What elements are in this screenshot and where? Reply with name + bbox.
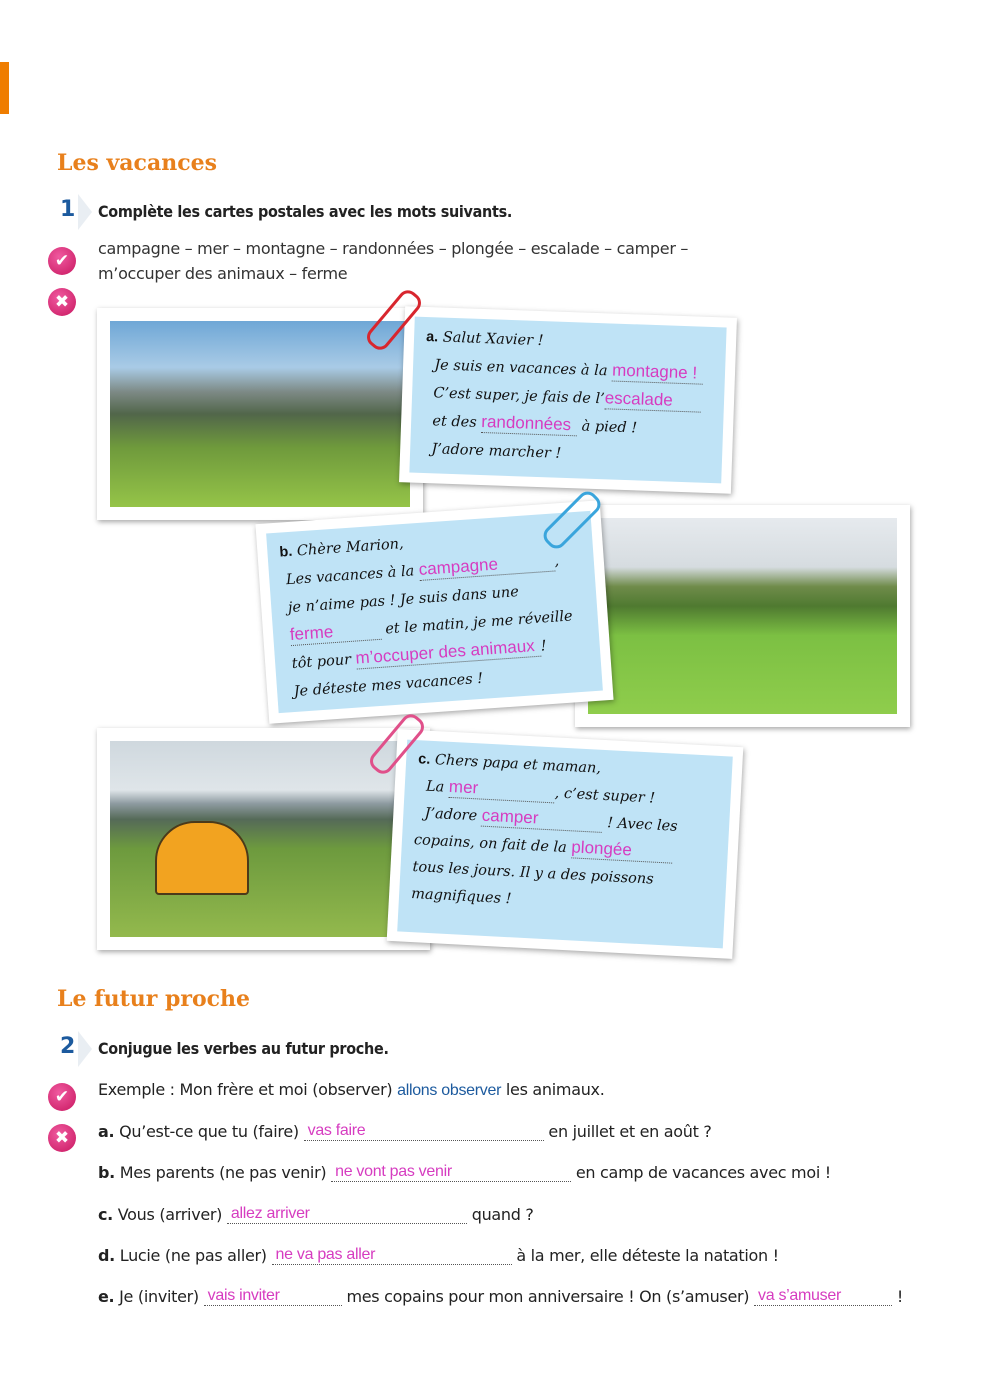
answer-blank[interactable]: campagne: [418, 551, 555, 581]
postcard-text: , c’est super !: [554, 785, 656, 807]
postcard-text: C’est super, je fais de l’: [433, 385, 606, 408]
example-answer: allons observer: [397, 1082, 502, 1099]
answer-blank[interactable]: montagne !: [612, 361, 704, 385]
postcard-text: La: [425, 778, 445, 796]
item-text: quand ?: [471, 1205, 534, 1224]
section-tab-marker: [0, 62, 9, 114]
item-text: mes copains pour mon anniversaire ! On (s’amuser): [346, 1287, 750, 1306]
answer-blank[interactable]: vais inviter: [204, 1287, 342, 1306]
photo-horses-farm: [575, 505, 910, 727]
postcard-text: Je déteste mes vacances !: [293, 670, 484, 700]
exercise-item-d: [98, 1246, 779, 1265]
postcard-text: Les vacances à la: [285, 563, 415, 589]
item-text: Vous (arriver): [117, 1205, 223, 1224]
postcard-text: !: [540, 638, 548, 655]
answer-blank[interactable]: ferme: [289, 619, 381, 646]
postcard-text: et des: [432, 413, 477, 431]
item-text: Mes parents (ne pas venir): [119, 1163, 327, 1182]
exercise-item-b: [98, 1163, 831, 1182]
postcard-text: tous les jours. Il y a des poissons: [412, 859, 655, 888]
item-text: à la mer, elle déteste la natation !: [516, 1246, 779, 1265]
answer-blank[interactable]: ne va pas aller: [272, 1246, 512, 1265]
postcard-c: [387, 729, 744, 959]
exercise-2-instruction: Conjugue les verbes au futur proche.: [98, 1039, 389, 1058]
item-text: en juillet et en août ?: [548, 1122, 712, 1141]
postcard-text: J’adore marcher !: [431, 441, 562, 462]
answer-blank[interactable]: va s’amuser: [754, 1287, 892, 1306]
postcard-text: je n’aime pas ! Je suis dans une: [287, 584, 520, 617]
postcard-label: a.: [425, 329, 439, 346]
postcard-text: ,: [553, 553, 560, 570]
item-label: c.: [98, 1205, 113, 1224]
exercise-number-1: 1: [50, 194, 90, 230]
postcard-text: Chère Marion,: [296, 536, 405, 560]
postcard-text: Je suis en vacances à la: [434, 357, 608, 380]
check-icon[interactable]: ✔: [48, 247, 76, 275]
item-text: Lucie (ne pas aller): [119, 1246, 267, 1265]
cross-icon[interactable]: ✖: [48, 1124, 76, 1152]
postcard-text: Salut Xavier !: [442, 329, 544, 350]
item-text: Qu’est-ce que tu (faire): [119, 1122, 299, 1141]
postcard-a: [399, 306, 737, 493]
example-text: les animaux.: [505, 1080, 605, 1099]
exercise-item-e: [98, 1287, 903, 1306]
exercise-item-a: [98, 1122, 712, 1141]
postcard-text: J’adore: [424, 805, 478, 825]
postcard-label: c.: [417, 751, 431, 768]
word-bank: campagne – mer – montagne – randonnées – plongée – escalade – camper – m’occuper des animaux – ferme: [98, 239, 689, 283]
tent: [155, 821, 249, 895]
answer-blank[interactable]: randonnées: [481, 412, 577, 436]
answer-blank[interactable]: escalade: [604, 388, 701, 412]
answer-blank[interactable]: vas faire: [304, 1122, 544, 1141]
postcard-text: Chers papa et maman,: [434, 752, 602, 777]
exercise-number-2: 2: [50, 1031, 90, 1067]
postcard-text: tôt pour: [291, 651, 352, 673]
postcard-text: copains, on fait de la: [413, 832, 568, 857]
postcard-text: magnifiques !: [410, 886, 512, 908]
item-text: !: [896, 1287, 903, 1306]
postcard-text: ! Avec les: [606, 815, 678, 835]
answer-blank[interactable]: ne vont pas venir: [331, 1163, 571, 1182]
exercise-1-instruction: Complète les cartes postales avec les mots suivants.: [98, 202, 513, 221]
postcard-text: et le matin, je me réveille: [384, 608, 574, 638]
item-text: Je (inviter): [119, 1287, 199, 1306]
item-label: a.: [98, 1122, 115, 1141]
item-label: e.: [98, 1287, 115, 1306]
answer-blank[interactable]: camper: [481, 806, 603, 833]
cross-icon[interactable]: ✖: [48, 288, 76, 316]
answer-blank[interactable]: plongée: [571, 837, 673, 863]
check-icon[interactable]: ✔: [48, 1083, 76, 1111]
example-sentence: [98, 1080, 605, 1100]
answer-blank[interactable]: mer: [448, 777, 555, 804]
item-label: b.: [98, 1163, 115, 1182]
answer-blank[interactable]: allez arriver: [227, 1205, 467, 1224]
postcard-text: à pied !: [581, 418, 638, 437]
item-label: d.: [98, 1246, 115, 1265]
exercise-item-c: [98, 1205, 534, 1224]
section-title-futur-proche: Le futur proche: [57, 986, 251, 1012]
item-text: en camp de vacances avec moi !: [575, 1163, 831, 1182]
postcard-label: b.: [278, 543, 293, 561]
answer-blank[interactable]: m’occuper des animaux: [355, 636, 542, 670]
example-text: Exemple : Mon frère et moi (observer): [98, 1080, 393, 1099]
section-title-vacances: Les vacances: [57, 150, 217, 176]
